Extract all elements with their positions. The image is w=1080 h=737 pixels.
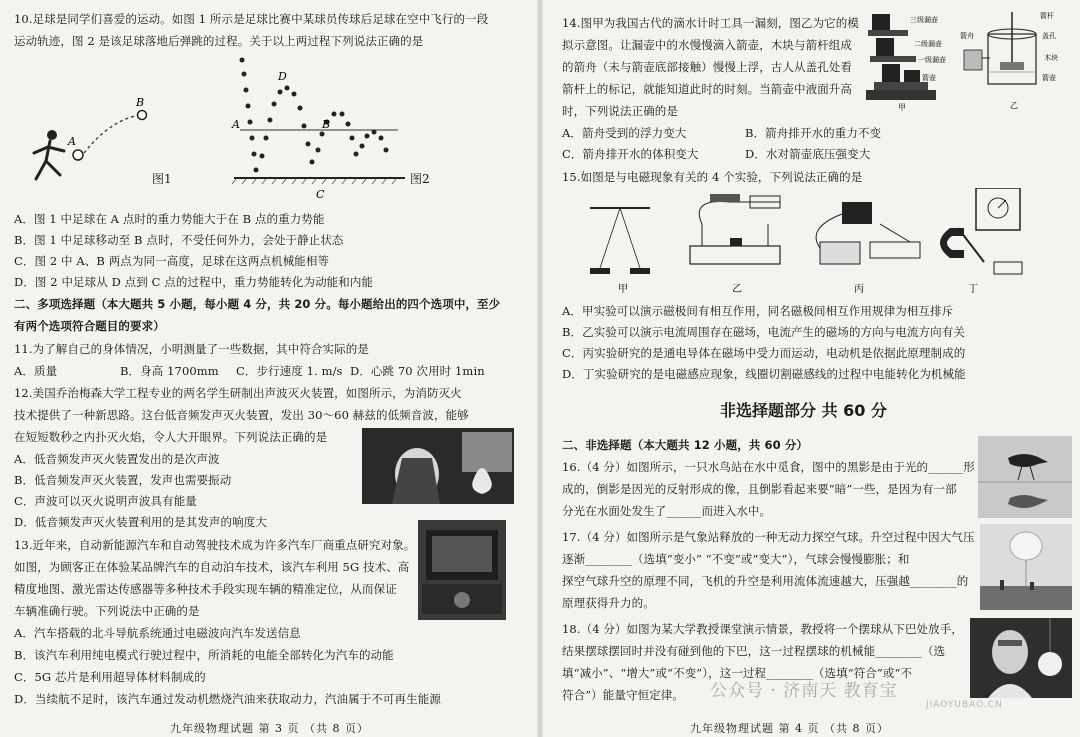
q14-line-3: 的箭舟（未与箭壶底部接触）慢慢上浮，古人从盖孔处看 [562,60,852,74]
q13-option-c: C．5G 芯片是利用超导体材料制成的 [14,670,206,684]
page-4 [540,0,1080,737]
fig-yi-label-wood: 木块 [1044,54,1058,62]
fig1-trajectory [84,115,140,153]
q15-caption-bing: 丙 [854,284,864,295]
fig2-bounce-dots [240,58,389,173]
q12-option-d: D．低音频发声灭火装置利用的是其发声的响度大 [14,515,267,529]
section3-heading: 二、非选择题（本大题共 12 小题，共 60 分） [562,438,809,452]
q18-photo-drawing [970,618,1072,698]
q12-line-3: 在短短数秒之内扑灭火焰，令人大开眼界。下列说法正确的是 [14,430,328,444]
fig2-label-d: D [278,70,287,83]
fig-yi-label-pot: 箭壶 [1042,74,1056,82]
q12-line-1: 12.美国乔治梅森大学工程专业的两名学生研制出声波灭火装置，如图所示，为消防灭火 [14,386,462,400]
q13-photo-self-parking-car [418,520,506,620]
q13-option-d: D．当续航不足时，该汽车通过发动机燃烧汽油来获取动力，汽油属于不可再生能源 [14,692,441,706]
q10-option-a: A．图 1 中足球在 A 点时的重力势能大于在 B 点的重力势能 [14,212,325,226]
q15-stem: 15.如图是与电磁现象有关的 4 个实验，下列说法正确的是 [562,170,863,184]
fig-jia-label-3: 三级漏壶 [910,16,938,24]
q13-line-4: 车辆准确行驶。下列说法中正确的是 [14,604,200,618]
q13-line-3: 精度地图、激光雷达传感器等多种技术手段实现车辆的精准定位，从而保证 [14,582,397,596]
q18-photo-pendulum-professor [970,618,1072,698]
q14-option-c: C．箭舟排开水的体积变大 [562,147,699,161]
q11-option-c: C．步行速度 1. m/s [236,364,343,378]
q17-line-4: 原理获得升力的。 [562,596,655,610]
page-4-footer: 九年级物理试题 第 4 页 （共 8 页） [690,722,889,735]
q17-line-3: 探空气球升空的原理不同，飞机的升空是利用流体流速越大，压强越________的 [562,574,969,588]
q14-line-1: 14.图甲为我国古代的滴水计时工具一漏刻，图乙为它的模 [562,16,859,30]
fig1-label-a: A [68,135,76,148]
fig-yi-label-boat: 箭舟 [960,32,974,40]
q10-figure-2 [230,52,410,202]
q12-option-b: B．低音频发声灭火装置，发声也需要振动 [14,473,232,487]
q15-option-a: A．甲实验可以演示磁极间有相互作用，同名磁极间相互作用规律为相互排斥 [562,304,954,318]
q11-option-b: B．身高 1700mm [120,364,219,378]
q14-line-4: 箭杆上的标记，就能知道此时的时刻。当箭壶中液面升高 [562,82,852,96]
watermark-url: JIAOYUBAO.CN [926,700,1003,710]
q15-caption-jia: 甲 [618,284,628,295]
fig2-ground-hatch [232,179,396,184]
kicker-figure [34,130,64,179]
q18-line-1: 18.（4 分）如图为某大学教授课堂演示情景，教授将一个摆球从下巴处放手， [562,622,963,636]
q10-stem-line-2: 运动轨迹，图 2 是该足球落地后弹跳的过程。关于以上两过程下列说法正确的是 [14,34,424,48]
q12-option-a: A．低音频发声灭火装置发出的是次声波 [14,452,220,466]
q15-option-b: B．乙实验可以演示电流周围存在磁场，电流产生的磁场的方向与电流方向有关 [562,325,965,339]
q17-line-2: 逐渐________（选填“变小” “不变”或“变大”），气球会慢慢膨胀；和 [562,552,910,566]
fig1-label-b: B [136,96,145,109]
q14-line-2: 拟示意图。让漏壶中的水慢慢滴入箭壶，木块与箭杆组成 [562,38,852,52]
q12-line-2: 技术提供了一种新思路。这台低音频发声灭火装置，发出 30～60 赫兹的低频音波，能够 [14,408,469,422]
q15-caption-ding: 丁 [968,284,978,295]
q14-figure-yi [960,8,1070,112]
fig-jia-label-2: 二级漏壶 [914,40,942,48]
q13-photo-drawing [418,520,506,620]
page-3-footer: 九年级物理试题 第 3 页 （共 8 页） [170,722,369,735]
q15-figures [580,188,1030,296]
q15-fig-bing [816,202,920,264]
q15-fig-jia [590,208,650,274]
watermark-text: 公众号 · 济南天 教育宝 [710,681,898,701]
q11-stem: 11.为了解自己的身体情况，小明测量了一些数据，其中符合实际的是 [14,342,369,356]
q16-line-3: 分光在水面处发生了______而进入水中。 [562,504,772,518]
q18-line-4: 符合”）能量守恒定律。 [562,688,684,702]
fig1-ball-b [138,111,147,120]
fig2-caption: 图2 [410,172,430,186]
q18-line-3: 填“减小”、“增大”或“不变”），这一过程________（选填“符合”或“不 [562,666,913,680]
fig1-ball-start [73,150,83,160]
q10-stem-line-1: 10.足球是同学们喜爱的运动。如图 1 所示是足球比赛中某球员传球后足球在空中飞行的一段 [14,12,489,26]
fig-yi-label-lid-hole: 盖孔 [1042,32,1056,40]
q17-photo-drawing [980,524,1072,610]
fig-yi-caption: 乙 [1010,101,1018,110]
q15-fig-yi [690,194,780,264]
q10-option-c: C．图 2 中 A、B 两点为同一高度，足球在这两点机械能相等 [14,254,330,268]
q14-line-5: 时，下列说法正确的是 [562,104,678,118]
non-choice-part-title: 非选择题部分 共 60 分 [720,401,887,420]
fig2-label-b: B [322,118,331,131]
section2-heading-line-1: 二、多项选择题（本大题共 5 小题，每小题 4 分，共 20 分。每小题给出的四个选项中，至少 [14,297,501,311]
q15-option-c: C．丙实验研究的是通电导体在磁场中受力而运动，电动机是依据此原理制成的 [562,346,966,360]
q14-option-a: A．箭舟受到的浮力变大 [562,126,687,140]
q13-option-b: B．该汽车利用纯电模式行驶过程中，所消耗的电能全部转化为汽车的动能 [14,648,394,662]
q10-option-b: B．图 1 中足球移动至 B 点时，不受任何外力，会处于静止状态 [14,233,344,247]
fig-jia-label-arrow-pot: 箭壶 [922,74,936,82]
fig2-label-a: A [232,118,240,131]
q11-option-d: D．心跳 70 次用时 1min [350,364,485,378]
q12-option-c: C．声波可以灭火说明声波具有能量 [14,494,197,508]
q14-option-b: B．箭舟排开水的重力不变 [745,126,882,140]
fig2-label-c: C [316,188,325,201]
q15-fig-ding [940,188,1022,274]
q16-photo-water-bird [978,436,1072,518]
fig-jia-label-1: 一级漏壶 [918,56,946,64]
q12-photo-sound-extinguisher [362,428,514,504]
fig1-caption: 图1 [152,172,172,186]
q15-option-d: D．丁实验研究的是电磁感应现象，线圈切割磁感线的过程中电能转化为机械能 [562,367,966,381]
q13-option-a: A．汽车搭载的北斗导航系统通过电磁波向汽车发送信息 [14,626,301,640]
q14-option-d: D．水对箭壶底压强变大 [745,147,871,161]
q17-photo-weather-balloon [980,524,1072,610]
q16-line-1: 16.（4 分）如图所示，一只水鸟站在水中觅食，图中的黑影是由于光的______形 [562,460,975,474]
fig-jia-caption: 甲 [898,103,906,112]
q12-photo-drawing [362,428,514,504]
q18-line-2: 结果摆球摆回时并没有碰到他的下巴，这一过程摆球的机械能________（选 [562,644,946,658]
q16-photo-drawing [978,436,1072,518]
q13-line-2: 如图，为顾客正在体验某品牌汽车的自动泊车技术，该汽车利用 5G 技术、高 [14,560,410,574]
section2-heading-line-2: 有两个选项符合题目的要求） [14,319,165,333]
q16-line-2: 成的，倒影是因光的反射形成的像，且倒影看起来要“暗”一些，是因为有一部 [562,482,957,496]
q13-line-1: 13.近年来，自动新能源汽车和自动驾驶技术成为许多汽车厂商重点研究对象。 [14,538,416,552]
q17-line-1: 17.（4 分）如图所示是气象站释放的一种无动力探空气球。升空过程中因大气压 [562,530,975,544]
q14-figure-jia [860,8,955,112]
q11-option-a: A．质量 [14,364,58,378]
q10-option-d: D．图 2 中足球从 D 点到 C 点的过程中，重力势能转化为动能和内能 [14,275,374,289]
fig-yi-label-rod: 箭杆 [1040,12,1054,20]
q15-caption-yi: 乙 [732,284,742,295]
